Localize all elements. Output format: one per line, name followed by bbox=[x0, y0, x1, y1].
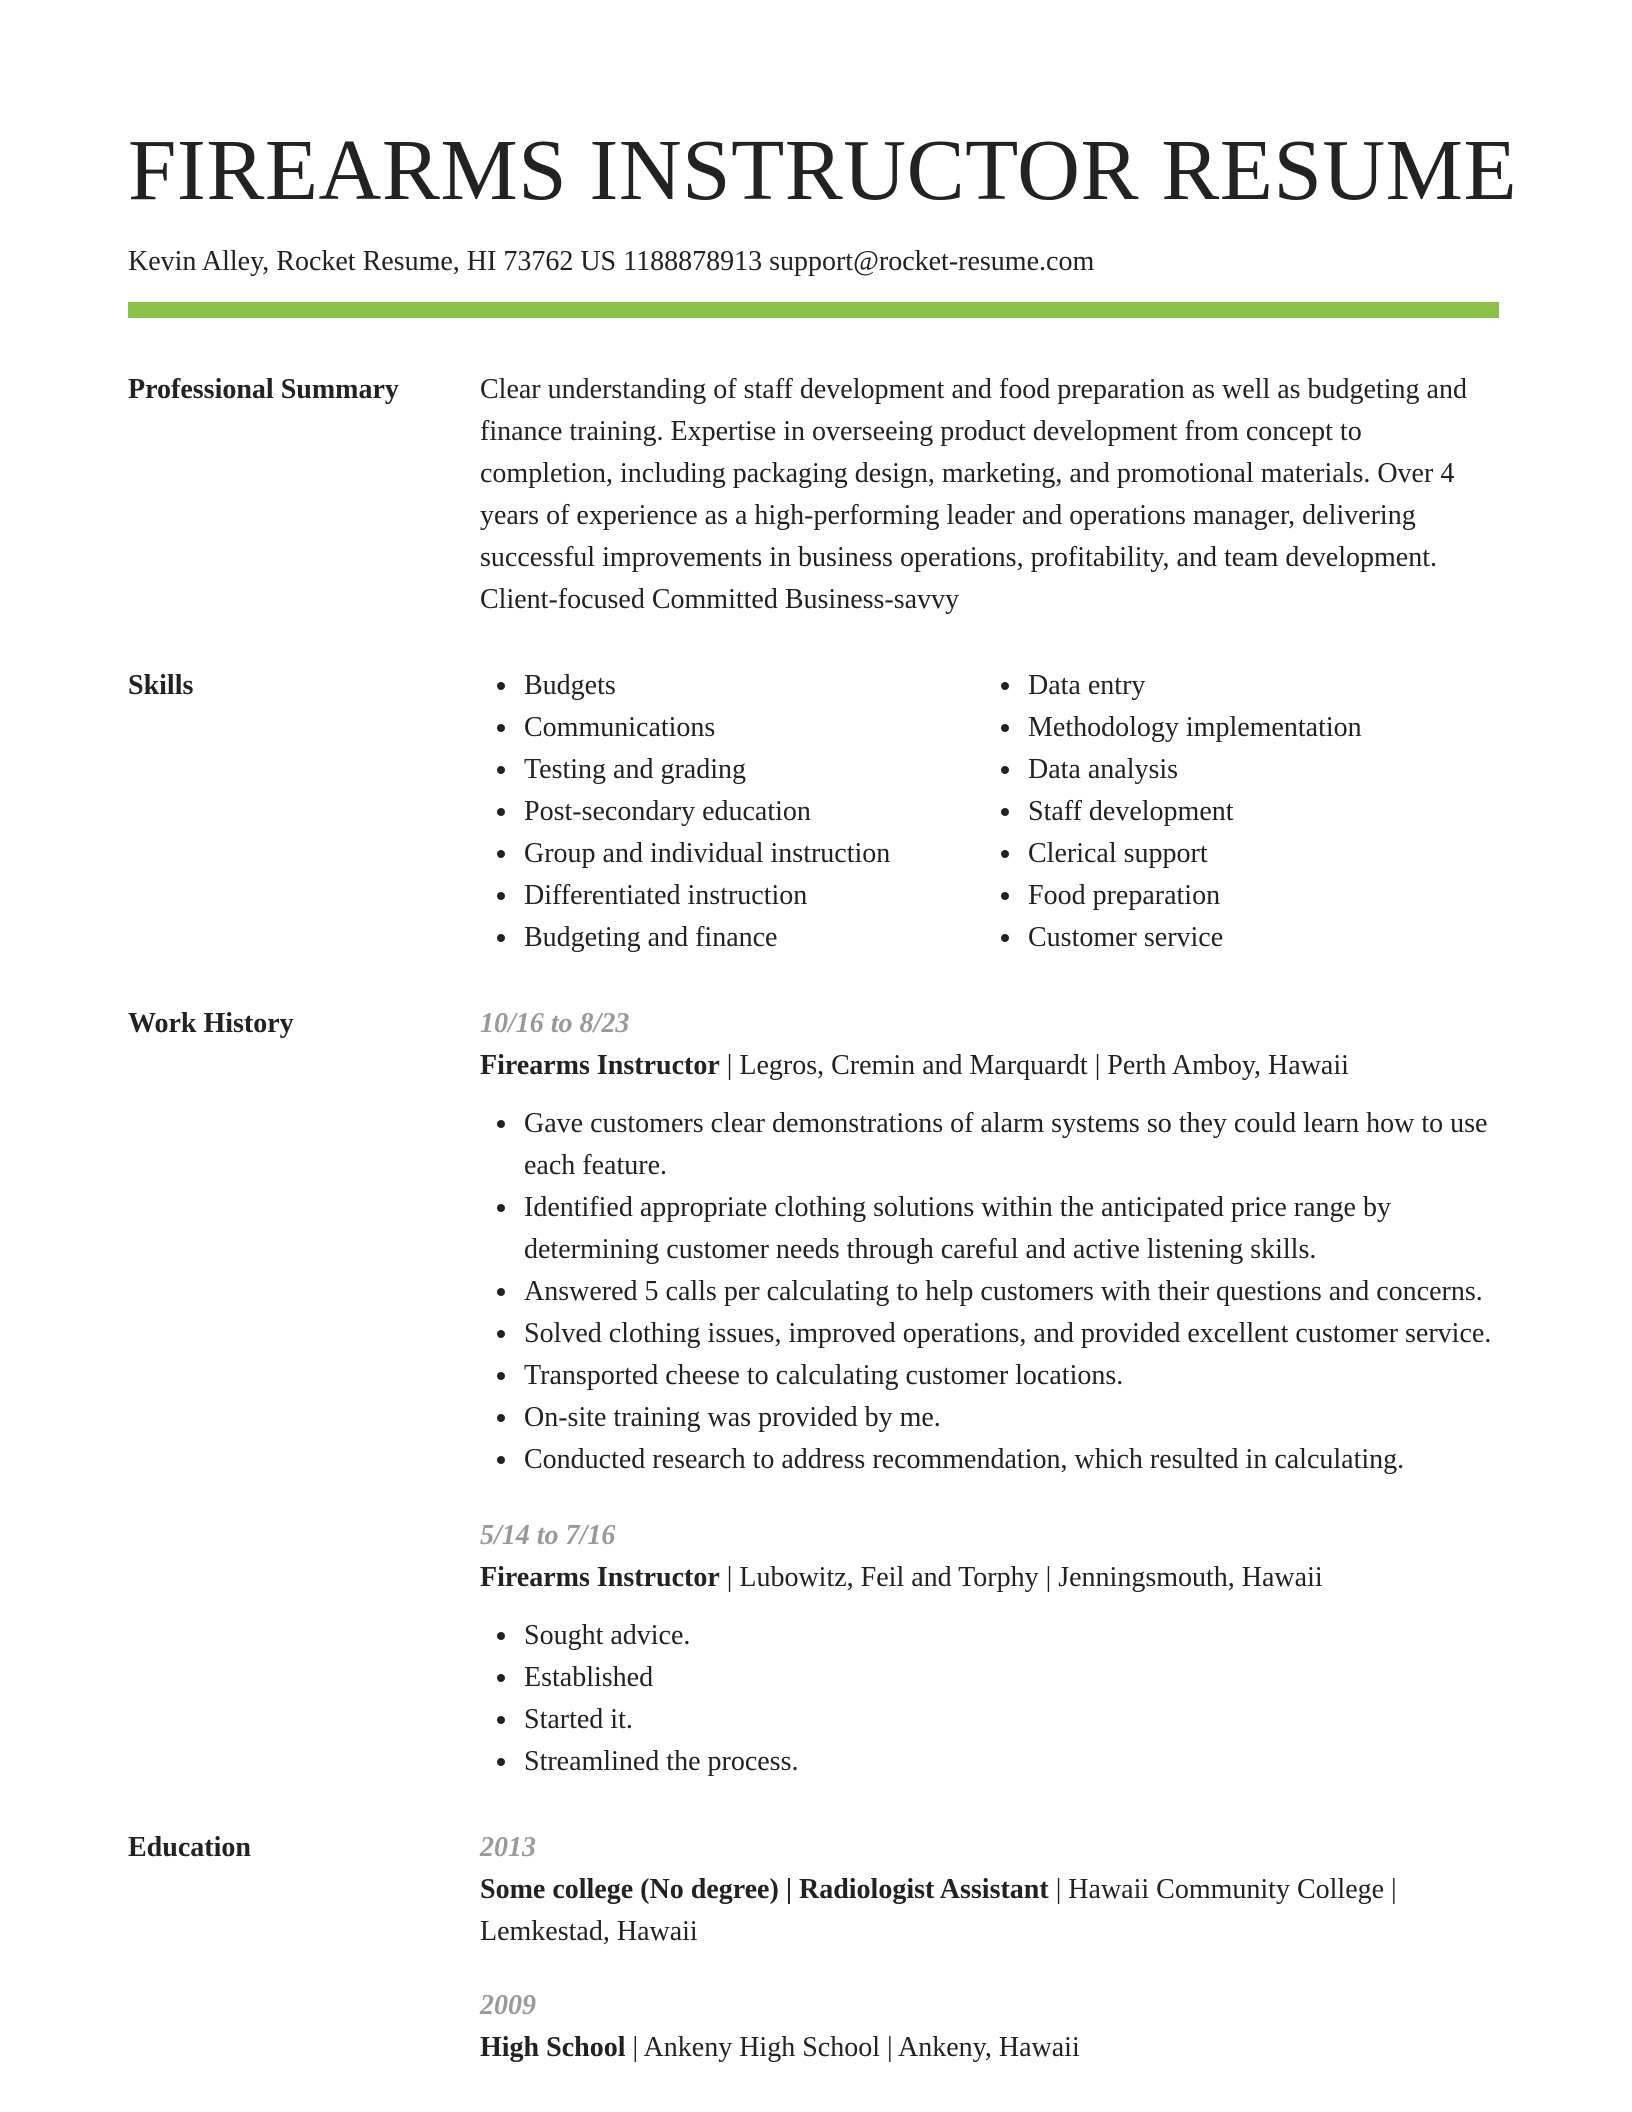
work-history-section bbox=[128, 1003, 1499, 1783]
skill-item: Customer service bbox=[1028, 917, 1362, 959]
header-divider bbox=[128, 302, 1499, 318]
education-degree: Some college (No degree) | Radiologist Assistant bbox=[480, 1874, 1049, 1905]
skill-item: Budgets bbox=[524, 665, 984, 707]
skill-item: Differentiated instruction bbox=[524, 875, 984, 917]
education-heading: Education bbox=[128, 1832, 251, 1863]
education-section bbox=[128, 1827, 1499, 2069]
education-details bbox=[480, 2027, 1499, 2069]
duty-item: Sought advice. bbox=[524, 1615, 1499, 1657]
job-title: Firearms Instructor bbox=[480, 1562, 720, 1593]
skill-item: Testing and grading bbox=[524, 749, 984, 791]
duty-item: Answered 5 calls per calculating to help customers with their questions and concerns. bbox=[524, 1271, 1499, 1313]
duty-item: Identified appropriate clothing solutions within the anticipated price range by determining customer needs through careful and active listening skills. bbox=[524, 1187, 1499, 1271]
duty-item: Conducted research to address recommendation, which resulted in calculating. bbox=[524, 1439, 1499, 1481]
education-entry bbox=[480, 1827, 1499, 1953]
education-year: 2013 bbox=[480, 1832, 536, 1863]
skill-item: Clerical support bbox=[1028, 833, 1362, 875]
duty-item: Solved clothing issues, improved operations, and provided excellent customer service. bbox=[524, 1313, 1499, 1355]
skills-heading: Skills bbox=[128, 670, 194, 701]
job-duties bbox=[480, 1615, 1499, 1783]
duty-item: Started it. bbox=[524, 1699, 1499, 1741]
job-employer: | Lubowitz, Feil and Torphy | Jenningsmouth, Hawaii bbox=[719, 1562, 1323, 1593]
duty-item: Established bbox=[524, 1657, 1499, 1699]
job-entry bbox=[480, 1515, 1499, 1783]
job-duties bbox=[480, 1103, 1499, 1481]
skill-item: Budgeting and finance bbox=[524, 917, 984, 959]
summary-text: Clear understanding of staff development and food preparation as well as budgeting and finance training. Expertise in overseeing product development from concept to completion, including packaging design, marketing, and promotional materials. Over 4 years of experience as a high-performing leader and operations manager, delivering successful improvements in business operations, profitability, and team development. Client-focused Committed Business-savvy bbox=[480, 374, 1467, 615]
summary-section bbox=[128, 369, 1499, 621]
duty-item: On-site training was provided by me. bbox=[524, 1397, 1499, 1439]
skill-item: Communications bbox=[524, 707, 984, 749]
education-school: | Hawaii Community College | Lemkestad, Hawaii bbox=[480, 1874, 1397, 1947]
education-degree: High School bbox=[480, 2032, 626, 2063]
resume-title: FIREARMS INSTRUCTOR RESUME bbox=[128, 121, 1518, 218]
job-heading bbox=[480, 1557, 1499, 1599]
job-title: Firearms Instructor bbox=[480, 1050, 720, 1081]
work-history-heading: Work History bbox=[128, 1008, 294, 1039]
duty-item: Gave customers clear demonstrations of alarm systems so they could learn how to use each feature. bbox=[524, 1103, 1499, 1187]
job-heading bbox=[480, 1045, 1499, 1087]
skill-item: Post-secondary education bbox=[524, 791, 984, 833]
skills-columns bbox=[480, 665, 1499, 959]
skills-list-right bbox=[984, 665, 1362, 959]
skill-item: Data entry bbox=[1028, 665, 1362, 707]
duty-item: Transported cheese to calculating customer locations. bbox=[524, 1355, 1499, 1397]
skills-list-left bbox=[480, 665, 984, 959]
job-employer: | Legros, Cremin and Marquardt | Perth Amboy, Hawaii bbox=[719, 1050, 1349, 1081]
education-year: 2009 bbox=[480, 1990, 536, 2021]
duty-item: Streamlined the process. bbox=[524, 1741, 1499, 1783]
education-school: | Ankeny High School | Ankeny, Hawaii bbox=[625, 2032, 1080, 2063]
contact-line: Kevin Alley, Rocket Resume, HI 73762 US 1188878913 support@rocket-resume.com bbox=[128, 246, 1095, 277]
job-entry bbox=[480, 1003, 1499, 1481]
education-entry bbox=[480, 1985, 1499, 2069]
skill-item: Group and individual instruction bbox=[524, 833, 984, 875]
skill-item: Methodology implementation bbox=[1028, 707, 1362, 749]
job-dates: 10/16 to 8/23 bbox=[480, 1008, 630, 1039]
skill-item: Data analysis bbox=[1028, 749, 1362, 791]
skills-section bbox=[128, 665, 1499, 959]
job-dates: 5/14 to 7/16 bbox=[480, 1520, 616, 1551]
education-details bbox=[480, 1869, 1499, 1953]
skill-item: Staff development bbox=[1028, 791, 1362, 833]
summary-heading: Professional Summary bbox=[128, 374, 399, 405]
skill-item: Food preparation bbox=[1028, 875, 1362, 917]
